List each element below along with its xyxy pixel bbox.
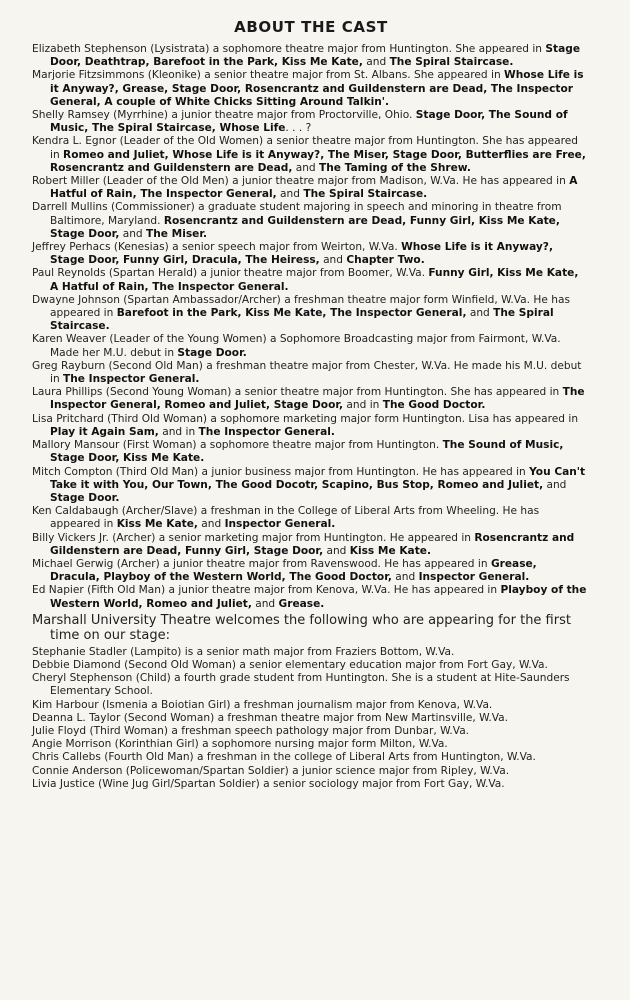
cast-shows: The Inspector General. [63, 373, 200, 386]
cast-entry [32, 109, 590, 135]
cast-desc: a freshman theatre major form Winfield, W.Va. He has appeared in [50, 293, 570, 320]
cast-desc: a senior theatre major from Huntington. She has appeared in [50, 135, 579, 161]
newcomer-entry: Connie Anderson (Policewoman/Spartan Soldier) a junior science major from Ripley, W.Va. [32, 764, 510, 777]
cast-entry [32, 386, 590, 412]
cast-shows: A Hatful of Rain, The Inspector General, [50, 175, 578, 201]
cast-name: Robert Miller (Leader of the Old Men) [32, 175, 229, 188]
cast-shows: The Sound of Music, Stage Door, Kiss Me Kate. [50, 439, 564, 465]
cast-desc: a junior theatre major from Ravenswood. He has appeared in [159, 557, 491, 570]
cast-entry [32, 294, 590, 334]
cast-mid: and in [343, 399, 383, 412]
cast-name: Mallory Mansour (First Woman) [32, 439, 197, 452]
newcomer-entry: Debbie Diamond (Second Old Woman) a senior elementary education major from Fort Gay, W.Va. [32, 658, 548, 671]
cast-name: Marjorie Fitzsimmons (Kleonike) [32, 69, 201, 82]
cast-mid: and [197, 518, 225, 531]
cast-desc: a senior theatre major from Huntington. She has appeared in [231, 386, 563, 399]
cast-mid: and [251, 597, 279, 610]
cast-shows2: The Spiral Staircase. [303, 188, 428, 201]
cast-entry [32, 267, 590, 293]
cast-entry [32, 69, 590, 109]
newcomer-entry: Chris Callebs (Fourth Old Man) a freshman in the college of Liberal Arts from Huntington, W.Va. [32, 751, 536, 764]
newcomer-entry: Cheryl Stephenson (Child) a fourth grade student from Huntington. She is a student at Hite-Saunders Elementary School. [32, 672, 570, 698]
cast-name: Paul Reynolds (Spartan Herald) [32, 267, 198, 280]
cast-name: Michael Gerwig (Archer) [32, 557, 160, 570]
cast-name: Darrell Mullins (Commissioner) [32, 201, 195, 214]
cast-mid: and [466, 307, 494, 320]
cast-name: Billy Vickers Jr. (Archer) [32, 531, 156, 544]
cast-desc: a graduate student majoring in speech and minoring in theatre from Baltimore, Maryland. [50, 201, 562, 227]
cast-shows2: Inspector General. [418, 571, 530, 584]
cast-shows: Rosencrantz and Guildenstern are Dead, Funny Girl, Kiss Me Kate, Stage Door, [50, 214, 560, 240]
cast-desc: a freshman theatre major from Chester, W.Va. He made his M.U. debut in [50, 359, 582, 386]
cast-mid: and [276, 188, 304, 201]
newcomer-entry: Deanna L. Taylor (Second Woman) a freshman theatre major from New Martinsville, W.Va. [32, 711, 508, 724]
cast-shows: Stage Door, The Sound of Music, The Spiral Staircase, Whose Life [50, 109, 568, 135]
cast-desc: a Sophomore Broadcasting major from Fairmont, W.Va. Made her M.U. debut in [50, 333, 561, 359]
cast-shows2: The Spiral Staircase. [50, 307, 554, 333]
cast-name: Karen Weaver (Leader of the Young Women) [32, 333, 267, 346]
cast-entry [32, 558, 590, 584]
cast-entry [32, 413, 590, 439]
cast-entry [32, 241, 590, 267]
newcomer-entry: Angie Morrison (Korinthian Girl) a sophomore nursing major form Milton, W.Va. [32, 738, 448, 751]
cast-mid: and in [158, 425, 199, 438]
cast-shows: Play it Again Sam, [50, 425, 159, 438]
cast-name: Mitch Compton (Third Old Man) [32, 465, 199, 478]
cast-mid: and [292, 161, 320, 174]
cast-shows2: Chapter Two. [346, 254, 425, 267]
cast-shows2: The Spiral Staircase. [389, 56, 514, 69]
cast-name: Shelly Ramsey (Myrrhine) [32, 109, 168, 122]
cast-desc: a senior speech major from Weirton, W.Va. [168, 241, 402, 254]
cast-entry [32, 505, 590, 531]
cast-mid: . . . ? [285, 122, 312, 135]
cast-shows2: The Inspector General. [198, 425, 335, 438]
cast-name: Jeffrey Perhacs (Kenesias) [32, 241, 169, 254]
cast-shows: You Can't Take it with You, Our Town, The Good Docotr, Scapino, Bus Stop, Romeo and Juliet, [50, 465, 586, 491]
cast-desc: a junior theatre major from Boomer, W.Va. [197, 267, 429, 280]
cast-shows: Barefoot in the Park, Kiss Me Kate, The Inspector General, [116, 307, 467, 320]
newcomer-list [32, 646, 590, 791]
cast-name: Laura Phillips (Second Young Woman) [32, 386, 232, 399]
cast-entry [32, 135, 590, 175]
cast-desc: a freshman in the College of Liberal Arts from Wheeling. He has appeared in [50, 505, 540, 531]
cast-entry [32, 466, 590, 506]
cast-shows: Whose Life is it Anyway?, Grease, Stage Door, Rosencrantz and Guildenstern are Dead, The Inspector General, A couple of White Chicks Sitting Around Talkin'. [50, 69, 584, 108]
cast-desc: a junior theatre major from Kenova, W.Va. He has appeared in [165, 584, 501, 597]
cast-shows: The Inspector General, Romeo and Juliet, Stage Door, [50, 386, 585, 412]
newcomer-entry: Stephanie Stadler (Lampito) is a senior math major from Fraziers Bottom, W.Va. [32, 645, 455, 658]
cast-shows2: The Good Doctor. [382, 399, 486, 412]
cast-entry [32, 201, 590, 241]
cast-shows2: Grease. [278, 597, 325, 610]
cast-mid: and [119, 227, 147, 240]
cast-name: Lisa Pritchard (Third Old Woman) [32, 412, 208, 425]
cast-shows2: Stage Door. [50, 491, 120, 504]
welcome-note: Marshall University Theatre welcomes the following who are appearing for the first time on our stage: [32, 612, 571, 643]
cast-entry [32, 532, 590, 558]
cast-shows2: Inspector General. [224, 518, 336, 531]
cast-desc: a sophomore marketing major form Huntington. Lisa has appeared in [207, 412, 579, 425]
cast-shows2: The Taming of the Shrew. [319, 161, 471, 174]
cast-entry [32, 360, 590, 386]
cast-shows: Whose Life is it Anyway?, Stage Door, Funny Girl, Dracula, The Heiress, [50, 241, 553, 267]
cast-shows: Funny Girl, Kiss Me Kate, A Hatful of Rain, The Inspector General. [50, 267, 579, 293]
page-title: ABOUT THE CAST [234, 18, 388, 36]
cast-desc: a senior marketing major from Huntington. He appeared in [155, 531, 475, 544]
cast-shows: Playboy of the Western World, Romeo and Juliet, [50, 584, 587, 610]
cast-mid: and [319, 254, 347, 267]
cast-name: Greg Rayburn (Second Old Man) [32, 359, 203, 372]
newcomer-entry: Kim Harbour (Ismenia a Boiotian Girl) a freshman journalism major from Kenova, W.Va. [32, 698, 493, 711]
cast-list [32, 43, 590, 611]
cast-shows: Rosencrantz and Gildenstern are Dead, Funny Girl, Stage Door, [50, 531, 575, 557]
cast-entry [32, 175, 590, 201]
cast-mid: and [323, 544, 350, 557]
cast-shows2: The Miser. [146, 227, 208, 240]
cast-name: Dwayne Johnson (Spartan Ambassador/Archer) [32, 293, 281, 306]
cast-desc: a junior business major from Huntington. He has appeared in [198, 465, 530, 478]
cast-desc: a junior theatre major from Madison, W.Va. He has appeared in [228, 175, 570, 188]
cast-name: Kendra L. Egnor (Leader of the Old Women) [32, 135, 264, 148]
cast-shows2: Kiss Me Kate. [349, 544, 431, 557]
cast-mid: and [543, 478, 567, 491]
cast-shows: Grease, Dracula, Playboy of the Western World, The Good Doctor, [50, 557, 537, 584]
cast-shows: Stage Door. [177, 346, 247, 359]
cast-mid: and [391, 571, 419, 584]
newcomer-entry: Julie Floyd (Third Woman) a freshman speech pathology major from Dunbar, W.Va. [32, 724, 470, 737]
cast-desc: a senior theatre major from St. Albans. She appeared in [200, 69, 505, 82]
cast-entry [32, 439, 590, 465]
cast-name: Ken Caldabaugh (Archer/Slave) [32, 505, 198, 518]
cast-shows: Romeo and Juliet, Whose Life is it Anyway?, The Miser, Stage Door, Butterflies are Free, Rosencrantz and Guildenstern are Dead, [50, 148, 586, 174]
cast-name: Elizabeth Stephenson (Lysistrata) [32, 43, 210, 55]
cast-name: Ed Napier (Fifth Old Man) [32, 584, 166, 597]
cast-desc: a sophomore theatre major from Huntington. She appeared in [209, 43, 546, 55]
cast-entry [32, 43, 590, 69]
newcomer-entry: Livia Justice (Wine Jug Girl/Spartan Soldier) a senior sociology major from Fort Gay, W.Va. [32, 777, 505, 790]
cast-entry [32, 333, 590, 359]
cast-desc: a sophomore theatre major from Huntington. [196, 439, 443, 452]
cast-shows: Stage Door, Deathtrap, Barefoot in the Park, Kiss Me Kate, [50, 43, 581, 69]
cast-mid: and [362, 56, 390, 69]
cast-shows: Kiss Me Kate, [116, 518, 198, 531]
cast-entry [32, 584, 590, 610]
cast-desc: a junior theatre major from Proctorville, Ohio. [168, 109, 416, 122]
